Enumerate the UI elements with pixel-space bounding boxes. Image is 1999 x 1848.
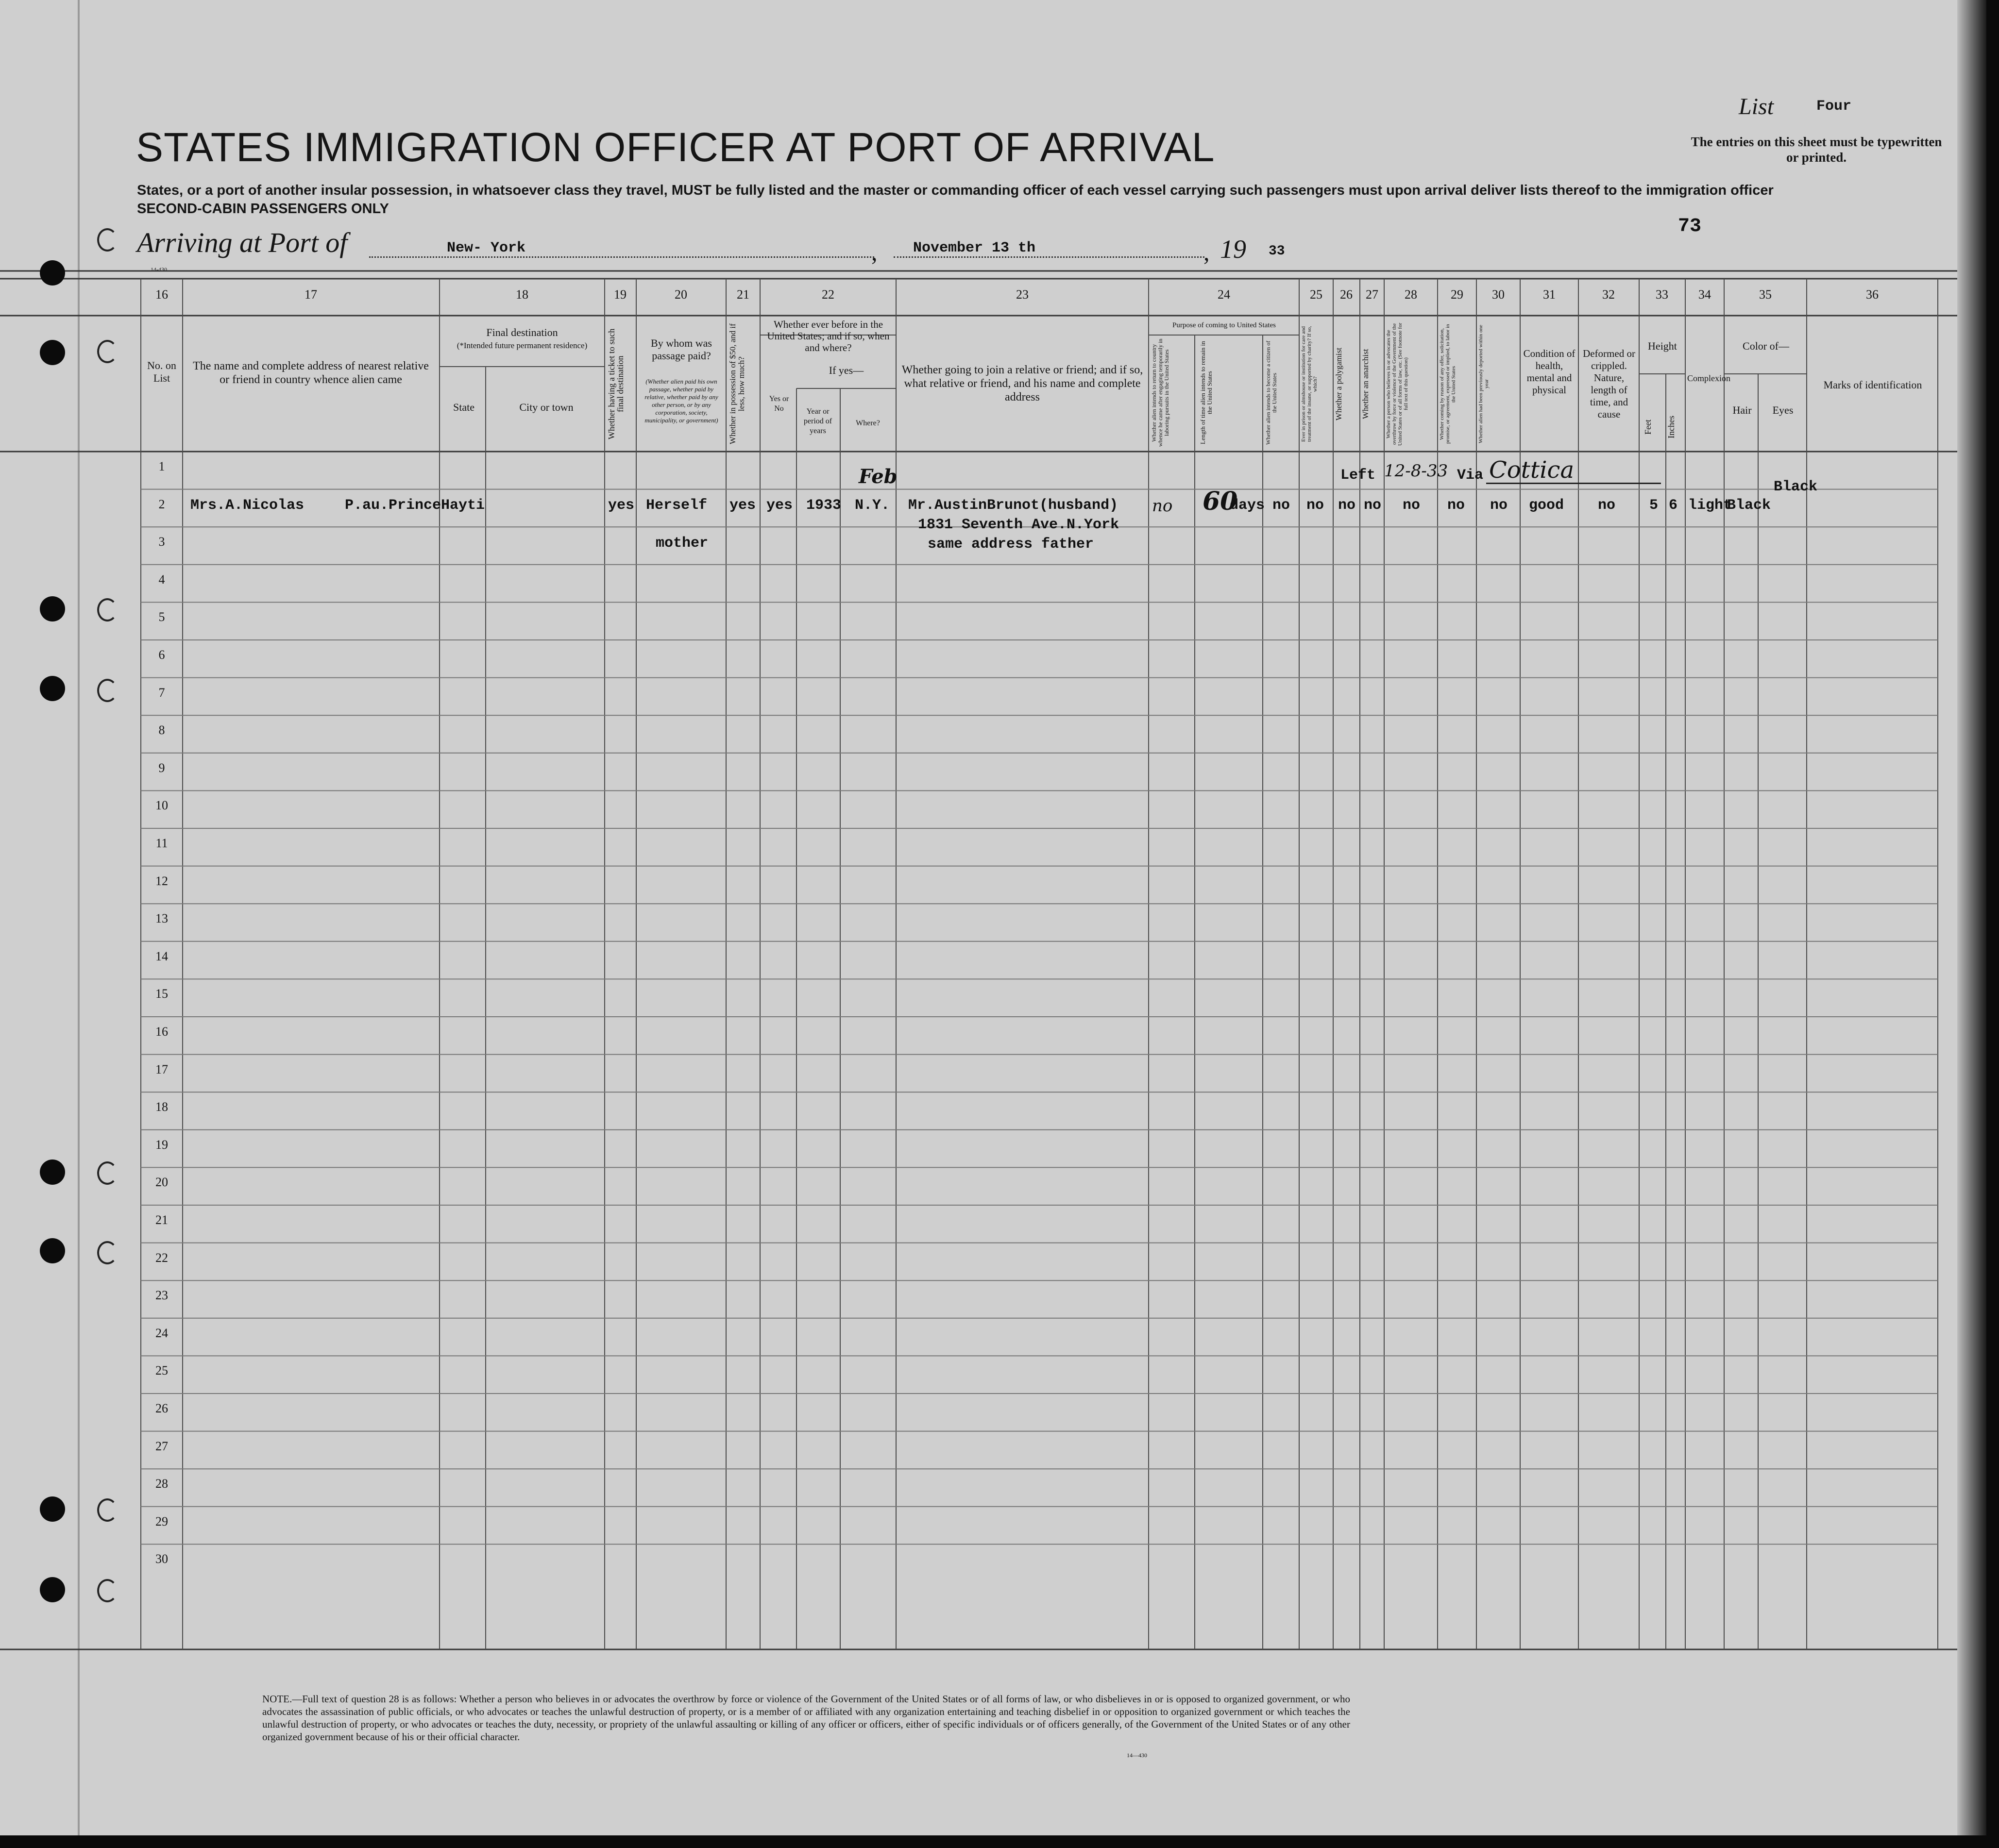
annotation-ship: Cottica: [1489, 456, 1575, 484]
date-value: November 13 th: [913, 240, 1036, 256]
destination-state: Hayti: [441, 497, 485, 514]
row-number: 23: [155, 1288, 168, 1303]
row-number: 3: [158, 535, 165, 549]
join-relative-header: Whether going to join a relative or friend; and if so, what relative or friend, and his name and complete address: [901, 364, 1143, 403]
length-stay-header: Length of time alien intends to remain in the United States: [1199, 341, 1213, 445]
arriving-label: Arriving at Port of: [137, 227, 348, 258]
binder-clip: [97, 1241, 118, 1264]
before-in-us-header: Whether ever before in the United States; and if so, when and where?: [767, 319, 890, 353]
where-value: N.Y.: [855, 497, 890, 514]
where-header: Where?: [856, 419, 880, 427]
binder-clip: [97, 228, 118, 252]
overthrow-header: Whether a person who believes in or advocates the overthrow by force or violence of the Government of the United States or of all forms of law, etc. (See footnote for full text of this question): [1386, 322, 1409, 446]
return-intent-header: Whether alien intends to return to country whence he came after engaging temporarily in laboring pursuits in the United States: [1151, 338, 1170, 447]
nearest-relative-header: The name and complete address of nearest relative or friend in country whence alien came: [193, 360, 429, 386]
join-line-3: same address father: [928, 536, 1094, 553]
passage-paid-2: mother: [656, 535, 709, 552]
no-on-list-header: No. on List: [147, 359, 176, 384]
overthrow-value: no: [1403, 497, 1421, 514]
sheet-number: 73: [1678, 216, 1702, 237]
inches-value: 6: [1669, 497, 1678, 514]
port-value: New- York: [447, 240, 526, 256]
row-number: 4: [158, 572, 165, 587]
feet-header: Feet: [1643, 420, 1653, 435]
health-header: Condition of health, mental and physical: [1523, 348, 1575, 396]
purpose-header: Purpose of coming to United States: [1172, 321, 1276, 329]
year-prefix: 19: [1220, 235, 1246, 264]
column-number: 28: [1405, 287, 1417, 302]
polygamist-header: Whether a polygamist: [1334, 347, 1343, 421]
anarchist-value: no: [1364, 497, 1382, 514]
feet-value: 5: [1649, 497, 1659, 514]
join-line-2: 1831 Seventh Ave.N.York: [918, 517, 1119, 533]
binder-hole: [40, 340, 65, 365]
binder-clip: [97, 340, 118, 363]
row-number: 1: [158, 459, 165, 473]
column-number: 18: [516, 287, 528, 302]
typewritten-note: The entries on this sheet must be typewritten or printed.: [1691, 134, 1942, 165]
footnote-text: NOTE.—Full text of question 28 is as follows: Whether a person who believes in or advocates the overthrow by force or violence of the Government of the United States or of all forms of law, or who disbelieves in or is opposed to organized government, or who advocates the assassination of public officials, or who advocates or teaches the unlawful destruction of property, or is a member of or affiliated with any organization entertaining and teaching disbelief in or opposition to organized government or which teaches the unlawful destruction of property, or who advocates or teaches the duty, necessity, or propriety of the unlawful assaulting or killing of any officer or officers, either of specific individuals or of officers generally, of the Government of the United States or of any other organized government because of his or their official character.: [262, 1693, 1350, 1743]
column-number: 24: [1218, 287, 1230, 302]
month-handwritten: Feb: [859, 465, 898, 488]
list-label: List: [1739, 94, 1774, 119]
row-number: 25: [155, 1363, 168, 1378]
binder-hole: [40, 260, 65, 286]
row-number: 13: [155, 911, 168, 926]
row-number: 26: [155, 1401, 168, 1415]
row-number: 20: [155, 1175, 168, 1190]
binder-hole: [40, 676, 65, 701]
length-stay-hand: 60: [1203, 487, 1238, 516]
form-code-top: 14-430: [151, 266, 167, 273]
row-number: 17: [155, 1062, 168, 1076]
page-edge-shadow: [1957, 0, 1986, 1835]
relative-address: P.au.Prince: [345, 497, 441, 514]
column-number: 29: [1451, 287, 1463, 302]
column-number: 34: [1698, 287, 1711, 302]
state-header: State: [453, 401, 474, 413]
column-number: 32: [1602, 287, 1615, 302]
year-value: 1933: [806, 497, 842, 514]
city-header: City or town: [519, 401, 574, 413]
possession-50-header: Whether in possession of $50, and if less, how much?: [728, 323, 746, 445]
column-number: 33: [1656, 287, 1668, 302]
deported-header: Whether alien had been previously deported within one year: [1478, 324, 1490, 444]
row-number: 6: [158, 648, 165, 662]
binder-clip: [97, 1579, 118, 1602]
footnote-code: 14—430: [1127, 1752, 1147, 1759]
binder-clip: [97, 598, 118, 622]
row-number: 12: [155, 874, 168, 888]
binder-hole: [40, 1577, 65, 1602]
deported-value: no: [1490, 497, 1508, 514]
row-number: 2: [158, 497, 165, 511]
column-number: 22: [822, 287, 834, 302]
annotation-via: Via: [1457, 467, 1484, 484]
column-number: 21: [737, 287, 749, 302]
binder-clip: [97, 679, 118, 702]
row-number: 28: [155, 1477, 168, 1491]
offer-labor-header: Whether coming by reason of any offer, solicitation, promise, or agreement, expressed or implied, to labor in the United States: [1439, 324, 1457, 444]
join-line-1: Mr.AustinBrunot(husband): [908, 497, 1118, 514]
binder-hole: [40, 1238, 65, 1263]
year-suffix: 33: [1269, 244, 1285, 259]
final-destination-subheader: (*Intended future permanent residence): [457, 341, 588, 350]
column-number: 16: [155, 287, 168, 302]
passage-paid-header: By whom was passage paid?: [651, 337, 712, 362]
ticket-header: Whether having a ticket to such final destination: [607, 328, 625, 440]
row-number: 22: [155, 1250, 168, 1265]
binder-hole: [40, 596, 65, 622]
eyes-header: Eyes: [1772, 404, 1794, 416]
color-header: Color of—: [1743, 340, 1789, 352]
column-number: 26: [1340, 287, 1353, 302]
citizen-value: no: [1272, 497, 1290, 514]
has-50-value: yes: [729, 497, 756, 514]
row-number: 30: [155, 1552, 168, 1566]
final-destination-header: Final destination: [486, 326, 558, 338]
identification-marks-header: Marks of identification: [1823, 379, 1922, 391]
annotation-left: Left: [1340, 467, 1376, 484]
column-number: 27: [1366, 287, 1378, 302]
before-in-us-value: yes: [766, 497, 793, 514]
row-number: 29: [155, 1514, 168, 1529]
relative-name: Mrs.A.Nicolas: [190, 497, 305, 514]
passage-paid-subheader: (Whether alien paid his own passage, whether paid by relative, whether paid by any other person, or by any corporation, society, municipality, or government): [644, 378, 718, 424]
column-number: 31: [1543, 287, 1556, 302]
column-number: 35: [1759, 287, 1772, 302]
citizen-header: Whether alien intends to become a citizen of the United States: [1265, 340, 1278, 445]
row-number: 14: [155, 949, 168, 963]
prison-value: no: [1306, 497, 1324, 514]
binder-hole: [40, 1496, 65, 1522]
complexion-value: light: [1688, 497, 1732, 514]
deformed-value: no: [1598, 497, 1616, 514]
row-number: 5: [158, 610, 165, 624]
page-title: STATES IMMIGRATION OFFICER AT PORT OF ARRIVAL: [136, 124, 1215, 170]
row-number: 9: [158, 760, 165, 775]
list-value: Four: [1816, 98, 1852, 115]
row-number: 19: [155, 1137, 168, 1152]
row-number: 18: [155, 1100, 168, 1114]
row-number: 24: [155, 1326, 168, 1340]
anarchist-header: Whether an anarchist: [1361, 349, 1370, 420]
row-number: 10: [155, 798, 168, 813]
instruction-line-1: States, or a port of another insular possession, in whatsoever class they travel, MUST be fully listed and the master or commanding officer of each vessel carrying such passengers must upon arrival deliver lists thereof to the immigration officer: [137, 183, 1774, 198]
annotation-underline: [1486, 483, 1661, 484]
hair-value: Black: [1727, 497, 1771, 514]
eyes-value: Black: [1774, 479, 1818, 495]
row-number: 16: [155, 1025, 168, 1039]
row-number: 11: [155, 836, 168, 850]
row-number: 21: [155, 1213, 168, 1227]
annotation-date: 12-8-33: [1384, 461, 1448, 481]
length-stay-unit: days: [1230, 497, 1265, 514]
return-intent-value: no: [1152, 496, 1173, 516]
prison-header: Ever in prison or almshouse or institution for care and treatment of the insane, or supported by charity? If so, which?: [1301, 326, 1318, 442]
binder-clip: [97, 1498, 118, 1522]
hair-header: Hair: [1732, 404, 1752, 416]
complexion-header: Complexion: [1687, 373, 1730, 383]
column-number: 36: [1866, 287, 1879, 302]
year-header: Year or period of years: [803, 407, 832, 435]
row-number: 8: [158, 723, 165, 738]
binder-hole: [40, 1159, 65, 1185]
polygamist-value: no: [1338, 497, 1356, 514]
column-number: 17: [305, 287, 317, 302]
row-number: 15: [155, 987, 168, 1001]
health-value: good: [1529, 497, 1564, 514]
if-yes-header: If yes—: [829, 364, 864, 376]
row-number: 7: [158, 685, 165, 700]
yes-no-header: Yes or No: [769, 395, 789, 413]
column-number: 25: [1310, 287, 1322, 302]
comma-2: ,: [1203, 238, 1210, 266]
height-header: Height: [1648, 340, 1677, 352]
instruction-line-2: SECOND-CABIN PASSENGERS ONLY: [137, 201, 389, 217]
offer-labor-value: no: [1447, 497, 1465, 514]
passage-paid-1: Herself: [646, 497, 708, 514]
ticket-value: yes: [608, 497, 635, 514]
column-number: 20: [675, 287, 687, 302]
column-number: 19: [614, 287, 627, 302]
deformed-header: Deformed or crippled. Nature, length of time, and cause: [1583, 348, 1635, 420]
comma-1: ,: [871, 238, 878, 266]
inches-header: Inches: [1666, 416, 1676, 439]
row-number: 27: [155, 1439, 168, 1453]
column-number: 30: [1492, 287, 1505, 302]
binder-clip: [97, 1161, 118, 1185]
column-number: 23: [1016, 287, 1029, 302]
